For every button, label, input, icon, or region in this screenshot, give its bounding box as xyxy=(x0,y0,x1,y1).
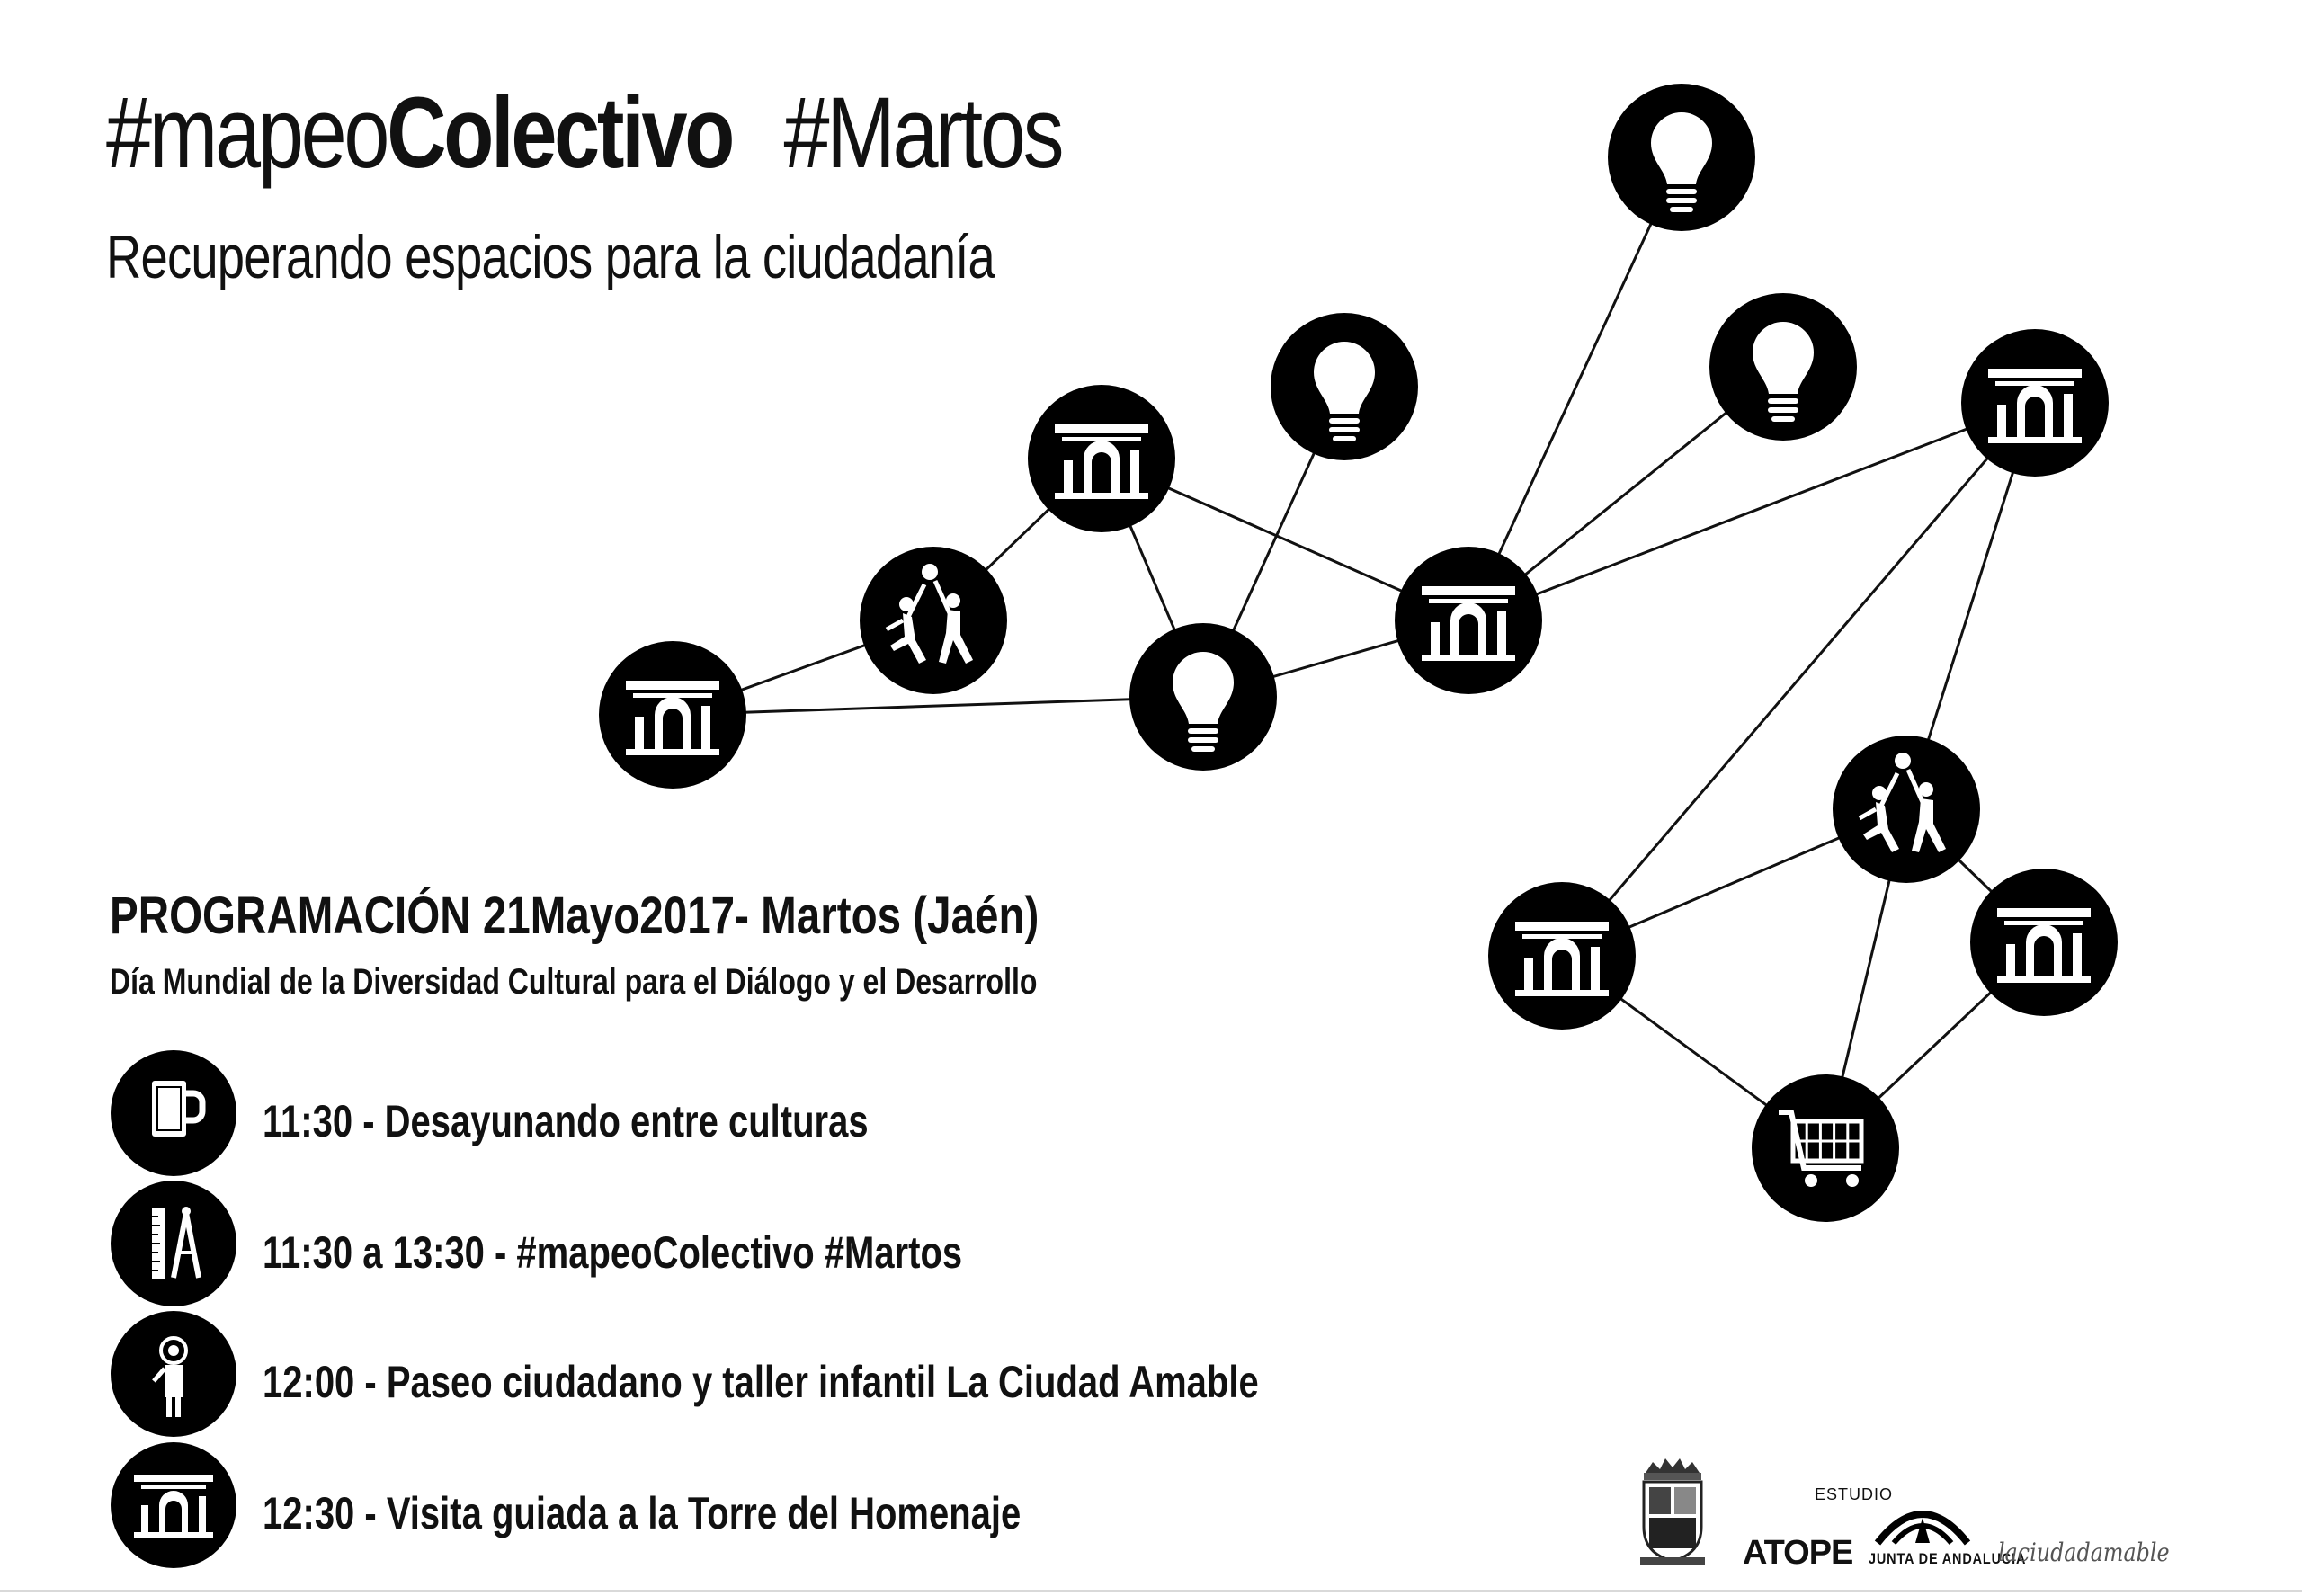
network-node-monument-icon xyxy=(1961,329,2109,477)
event-1-text: 11:30 - Desayunando entre culturas xyxy=(263,1096,869,1146)
program-subtitle: Día Mundial de la Diversidad Cultural para el Diálogo y el Desarrollo xyxy=(110,962,1038,1002)
network-node-lightbulb-icon xyxy=(1608,84,1755,231)
network-node-sports-players-icon xyxy=(860,547,1007,694)
mug-icon xyxy=(111,1050,236,1176)
martos-coat-of-arms-logo xyxy=(1637,1457,1709,1569)
network-node-sports-players-icon xyxy=(1833,736,1980,883)
network-node-monument-icon xyxy=(599,641,746,789)
monument-icon xyxy=(111,1442,236,1568)
event-4-text: 12:30 - Visita guiada a la Torre del Homenaje xyxy=(263,1488,1022,1538)
network-node-lightbulb-icon xyxy=(1271,313,1418,460)
network-node-shopping-cart-icon xyxy=(1752,1074,1899,1222)
page-subtitle: Recuperando espacios para la ciudadanía xyxy=(106,223,995,291)
bottom-divider xyxy=(0,1590,2302,1592)
junta-andalucia-label: JUNTA DE ANDALUCIA xyxy=(1869,1550,2027,1567)
title-colectivo: Colectivo xyxy=(387,76,733,189)
event-2-text: 11:30 a 13:30 - #mapeoColectivo #Martos xyxy=(263,1227,963,1278)
network-node-lightbulb-icon xyxy=(1709,293,1857,441)
junta-andalucia-logo xyxy=(1872,1491,1973,1548)
atope-studio-label: ESTUDIO xyxy=(1815,1485,1894,1503)
event-3-text: 12:00 - Paseo ciudadano y taller infantil La Ciudad Amable xyxy=(263,1357,1259,1407)
person-sign-icon xyxy=(111,1311,236,1437)
network-node-lightbulb-icon xyxy=(1129,623,1277,771)
network-node-monument-icon xyxy=(1028,385,1175,532)
la-ciudad-amable-logo: laciudadamable xyxy=(1998,1538,2170,1567)
network-node-monument-icon xyxy=(1970,869,2118,1016)
title-hashtag-mapeo: #mapeo xyxy=(106,76,388,189)
program-title: PROGRAMACIÓN 21Mayo2017- Martos (Jaén) xyxy=(110,887,1039,945)
network-edge xyxy=(673,697,1203,715)
atope-logo-text: ATOPE xyxy=(1743,1534,1853,1572)
ruler-compass-icon xyxy=(111,1181,236,1306)
title-hashtag-martos: #Martos xyxy=(783,76,1062,189)
network-node-monument-icon xyxy=(1488,882,1636,1030)
network-edge xyxy=(1562,403,2035,956)
network-node-monument-icon xyxy=(1395,547,1542,694)
